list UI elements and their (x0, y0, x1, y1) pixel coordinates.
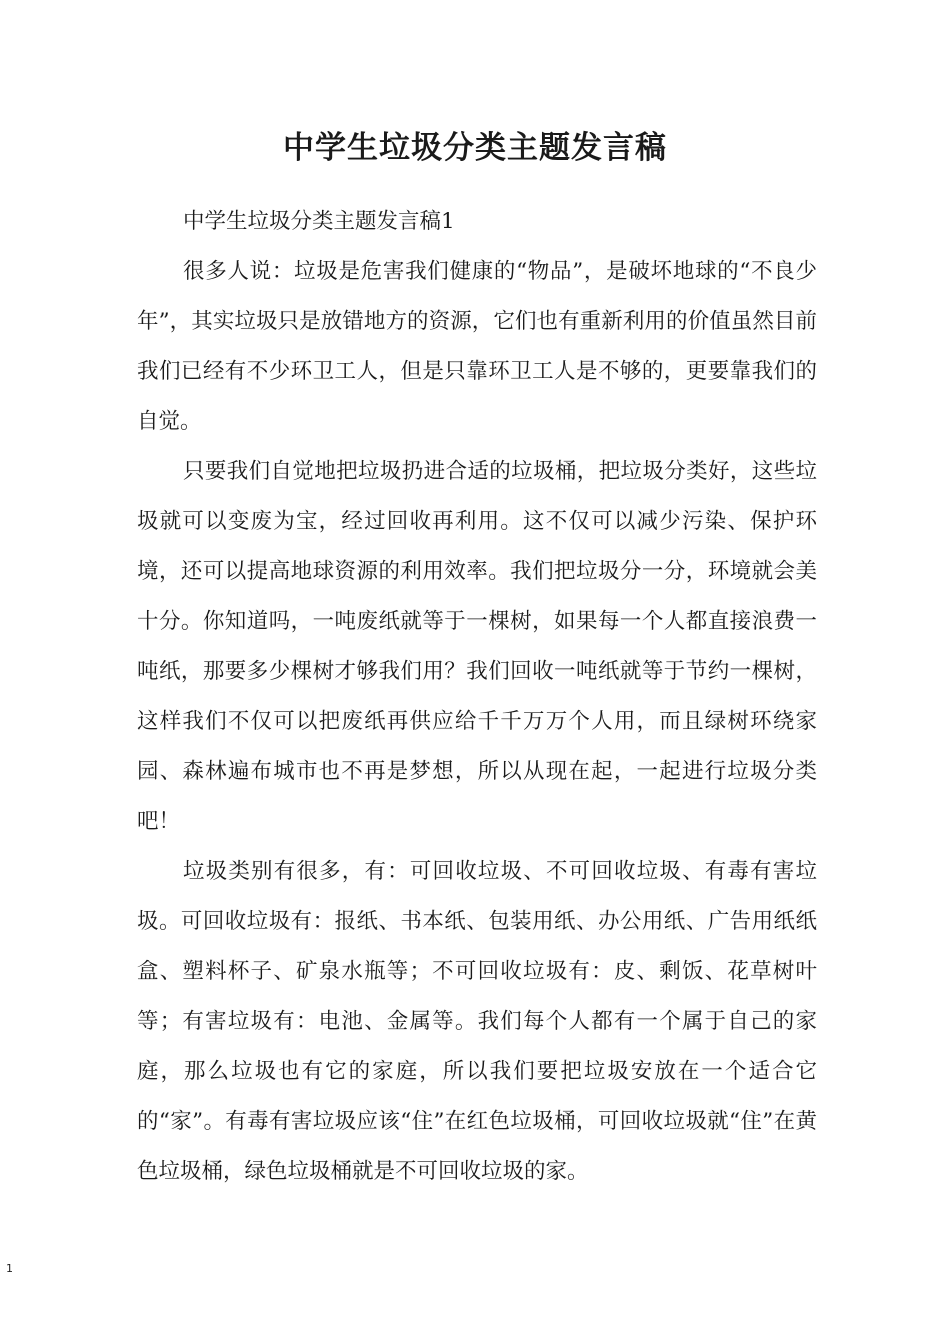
section-subheading: 中学生垃圾分类主题发言稿1 (183, 209, 455, 234)
page-number: 1 (6, 1262, 13, 1275)
paragraph-2: 只要我们自觉地把垃圾扔进合适的垃圾桶，把垃圾分类好，这些垃圾就可以变废为宝，经过回收再利用。这不仅可以减少污染、保护环境，还可以提高地球资源的利用效率。我们把垃圾分一分，环境就会美十分。你知道吗，一吨废纸就等于一棵树，如果每一个人都直接浪费一吨纸，那要多少棵树才够我们用？我们回收一吨纸就等于节约一棵树，这样我们不仅可以把废纸再供应给千千万万个人用，而且绿树环绕家园、森林遍布城市也不再是梦想，所以从现在起，一起进行垃圾分类吧！ (137, 459, 817, 834)
paragraph-1: 很多人说：垃圾是危害我们健康的“物品”，是破坏地球的“不良少年”，其实垃圾只是放错地方的资源，它们也有重新利用的价值虽然目前我们已经有不少环卫工人，但是只靠环卫工人是不够的，更要靠我们的自觉。 (137, 259, 817, 434)
paragraph-3: 垃圾类别有很多，有：可回收垃圾、不可回收垃圾、有毒有害垃圾。可回收垃圾有：报纸、书本纸、包装用纸、办公用纸、广告用纸纸盒、塑料杯子、矿泉水瓶等；不可回收垃圾有：皮、剩饭、花草树叶等；有害垃圾有：电池、金属等。我们每个人都有一个属于自己的家庭，那么垃圾也有它的家庭，所以我们要把垃圾安放在一个适合它的“家”。有毒有害垃圾应该“住”在红色垃圾桶，可回收垃圾就“住”在黄色垃圾桶，绿色垃圾桶就是不可回收垃圾的家。 (137, 859, 817, 1184)
document-body (137, 197, 817, 1197)
document-title: 中学生垃圾分类主题发言稿 (283, 130, 667, 166)
